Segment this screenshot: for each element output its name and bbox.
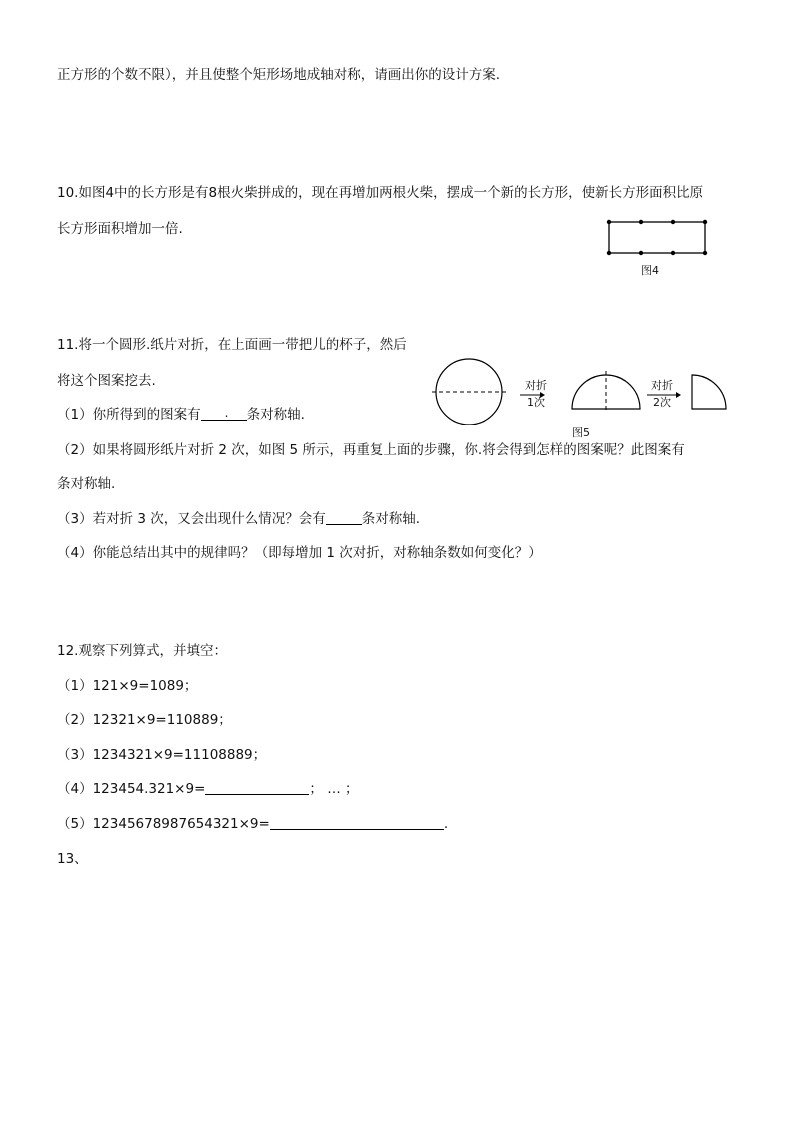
answer-blank-11-1[interactable]	[201, 406, 247, 421]
figure-4-caption: 图4	[641, 264, 659, 277]
question-11-part-3-suffix: 条对称轴.	[361, 511, 421, 527]
figure-5-caption: 图5	[572, 426, 590, 439]
answer-blank-12-4[interactable]	[205, 780, 309, 795]
question-11-line-2: 将这个图案挖去.	[57, 373, 156, 389]
fold-2-count: 2次	[653, 396, 671, 409]
question-11-part-3	[57, 510, 420, 528]
text-line-continuation: 正方形的个数不限），并且使整个矩形场地成轴对称，请画出你的设计方案.	[57, 67, 501, 83]
figure-5-folding-diagram	[432, 355, 732, 425]
fold-1-label: 对折	[525, 379, 547, 392]
question-11-part-2-line-2: 条对称轴.	[57, 476, 116, 492]
question-11-part-1	[57, 406, 305, 424]
question-11-part-4: （4）你能总结出其中的规律吗？（即每增加 1 次对折，对称轴条数如何变化？）	[57, 545, 542, 561]
question-12-item-1: （1）121×9=1089；	[57, 678, 198, 694]
blank-dot: .	[224, 406, 229, 420]
question-11-part-2-line-1: （2）如果将圆形纸片对折 2 次，如图 5 所示，再重复上面的步骤，你.将会得到怎样的图案呢？此图案有	[57, 442, 685, 458]
fold-2-label: 对折	[651, 379, 673, 392]
question-12-item-3: （3）1234321×9=11108889；	[57, 747, 267, 763]
question-13-number: 13、	[57, 851, 88, 867]
question-12-item-5-prefix: （5）12345678987654321×9=	[57, 816, 270, 832]
question-10-line-2: 长方形面积增加一倍.	[57, 221, 183, 237]
question-12-item-5	[57, 815, 448, 833]
question-12-item-4-suffix: ； … ；	[309, 781, 359, 797]
answer-blank-11-3[interactable]	[326, 510, 362, 525]
question-12-item-5-suffix: .	[443, 816, 449, 832]
question-12-title: 12.观察下列算式，并填空：	[57, 643, 227, 659]
answer-blank-12-5[interactable]	[270, 815, 444, 830]
question-12-item-4-prefix: （4）123454.321×9=	[57, 781, 206, 797]
question-11-line-1: 11.将一个圆形.纸片对折，在上面画一带把儿的杯子，然后	[57, 337, 407, 353]
question-11-part-3-prefix: （3）若对折 3 次，又会出现什么情况？会有	[57, 511, 326, 527]
question-12-item-4	[57, 780, 359, 798]
figure-4-matchstick-rectangle	[602, 216, 712, 256]
question-11-part-1-prefix: （1）你所得到的图案有	[57, 407, 201, 423]
question-10-line-1: 10.如图4中的长方形是有8根火柴拼成的，现在再增加两根火柴，摆成一个新的长方形，使新长方形面积比原	[57, 185, 704, 201]
question-12-item-2: （2）12321×9=110889；	[57, 712, 232, 728]
question-11-part-1-suffix: 条对称轴.	[246, 407, 305, 423]
fold-1-count: 1次	[527, 396, 545, 409]
